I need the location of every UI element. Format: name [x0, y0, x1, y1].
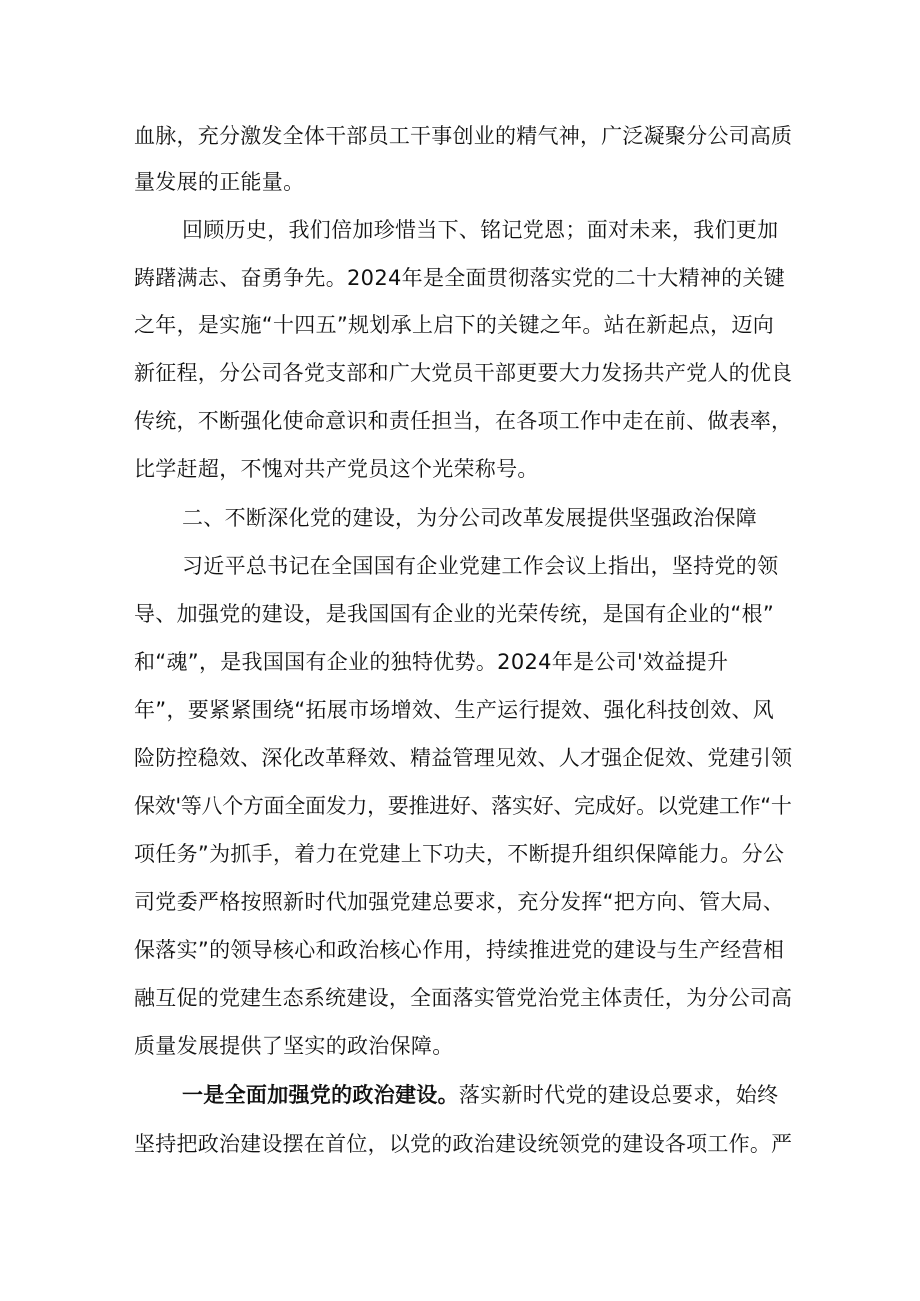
lead-in-rest: 落实新时代党的建设总要求，始终 [458, 1083, 779, 1107]
paragraph-line: 比学赶超，不愧对共产党员这个光荣称号。 [134, 457, 539, 481]
paragraph-line: 回顾历史，我们倍加珍惜当下、铭记党恩；面对未来，我们更加 [182, 218, 779, 242]
paragraph-line: 坚持把政治建设摆在首位，以党的政治建设统领党的建设各项工作。严 [134, 1132, 793, 1156]
paragraph-first-line [182, 1081, 778, 1109]
paragraph-line: 血脉，充分激发全体干部员工干事创业的精气神，广泛凝聚分公司高质 [134, 124, 793, 148]
paragraph-line: 项任务”为抓手，着力在党建上下功夫，不断提升组织保障能力。分公 [134, 842, 785, 866]
paragraph-line: 量发展的正能量。 [134, 170, 305, 194]
paragraph-line: 新征程，分公司各党支部和广大党员干部更要大力发扬共产党人的优良 [134, 361, 793, 385]
paragraph-line: 年”，要紧紧围绕“拓展市场增效、生产运行提效、强化科技创效、风 [134, 698, 775, 722]
paragraph-line: 保效'等八个方面全面发力，要推进好、落实好、完成好。以党建工作“十 [134, 794, 792, 818]
paragraph-line: 踌躇满志、奋勇争先。2024年是全面贯彻落实党的二十大精神的关键 [134, 266, 786, 290]
paragraph-line: 和“魂”，是我国国有企业的独特优势。2024年是公司'效益提升 [134, 650, 729, 674]
paragraph-line: 习近平总书记在全国国有企业党建工作会议上指出，坚持党的领 [182, 554, 779, 578]
paragraph-line: 险防控稳效、深化改革释效、精益管理见效、人才强企促效、党建引领 [134, 746, 793, 770]
paragraph-line: 传统，不断强化使命意识和责任担当，在各项工作中走在前、做表率， [134, 409, 793, 433]
paragraph-line: 导、加强党的建设，是我国国有企业的光荣传统，是国有企业的“根” [134, 602, 775, 626]
paragraph-line: 之年，是实施“十四五”规划承上启下的关键之年。站在新起点，迈向 [134, 313, 775, 337]
paragraph-line: 保落实”的领导核心和政治核心作用，持续推进党的建设与生产经营相 [134, 938, 785, 962]
paragraph-line: 质量发展提供了坚实的政治保障。 [134, 1034, 454, 1058]
bold-lead-in: 一是全面加强党的政治建设。 [182, 1083, 459, 1107]
paragraph-line: 融互促的党建生态系统建设，全面落实管党治党主体责任，为分公司高 [134, 986, 793, 1010]
section-heading: 二、不断深化党的建设，为分公司改革发展提供坚强政治保障 [182, 506, 758, 530]
paragraph-line: 司党委严格按照新时代加强党建总要求，充分发挥“把方向、管大局、 [134, 890, 785, 914]
